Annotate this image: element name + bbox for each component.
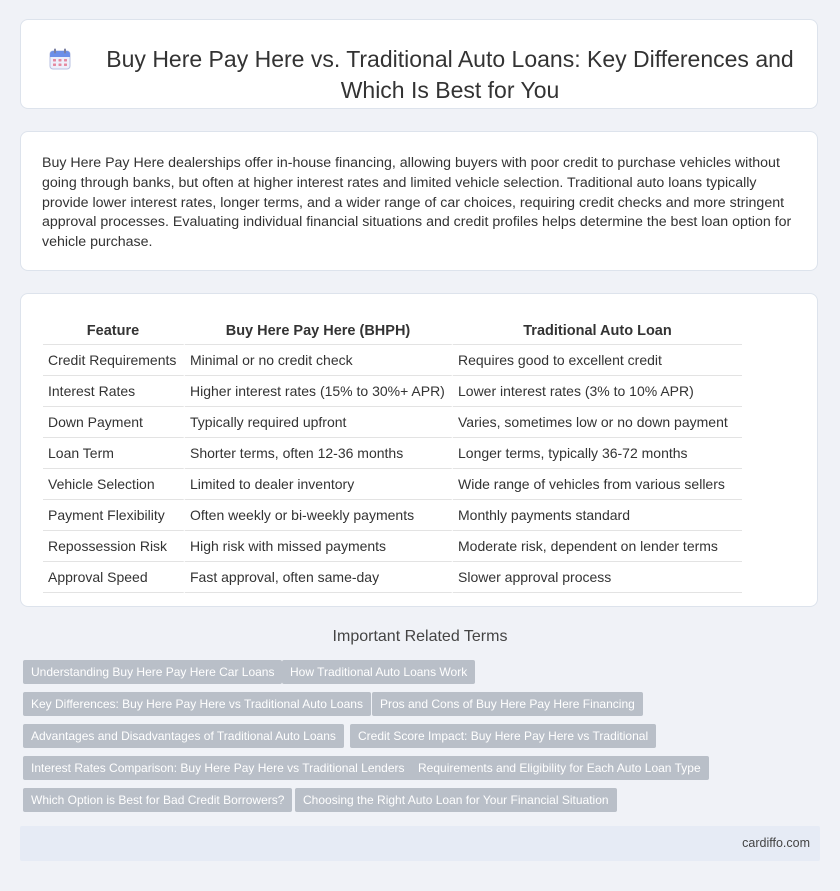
table-cell-bhph: Fast approval, often same-day [185, 562, 453, 593]
table-cell-traditional: Requires good to excellent credit [453, 345, 742, 376]
table-row [43, 562, 742, 593]
intro-paragraph: Buy Here Pay Here dealerships offer in-house financing, allowing buyers with poor credit to purchase vehicles without going through banks, but often at higher interest rates and limited vehicle selection. Traditional auto loans typically provide lower interest rates, longer terms, and a wider range of car choices, requiring credit checks and more stringent approval processes. Evaluating individual financial situations and credit profiles helps determine the best loan option for vehicle purchase. [42, 155, 792, 251]
related-term-link[interactable]: Key Differences: Buy Here Pay Here vs Traditional Auto Loans [23, 692, 371, 716]
related-term-link[interactable]: Understanding Buy Here Pay Here Car Loans [23, 660, 282, 684]
table-cell-traditional: Moderate risk, dependent on lender terms [453, 531, 742, 562]
table-cell-feature: Vehicle Selection [43, 469, 185, 500]
table-row [43, 500, 742, 531]
related-term-link[interactable]: Which Option is Best for Bad Credit Borrowers? [23, 788, 292, 812]
table-row [43, 438, 742, 469]
table-cell-traditional: Slower approval process [453, 562, 742, 593]
table-cell-feature: Loan Term [43, 438, 185, 469]
related-term-link[interactable]: Pros and Cons of Buy Here Pay Here Financing [372, 692, 643, 716]
related-term-link[interactable]: Credit Score Impact: Buy Here Pay Here vs Traditional [350, 724, 656, 748]
column-header-bhph: Buy Here Pay Here (BHPH) [185, 316, 453, 345]
table-cell-traditional: Varies, sometimes low or no down payment [453, 407, 742, 438]
table-row [43, 376, 742, 407]
table-row [43, 469, 742, 500]
calendar-icon [48, 47, 72, 71]
footer [20, 826, 820, 861]
table-cell-traditional: Longer terms, typically 36-72 months [453, 438, 742, 469]
table-cell-bhph: Shorter terms, often 12-36 months [185, 438, 453, 469]
table-cell-bhph: Limited to dealer inventory [185, 469, 453, 500]
table-cell-feature: Approval Speed [43, 562, 185, 593]
table-cell-traditional: Lower interest rates (3% to 10% APR) [453, 376, 742, 407]
table-cell-traditional: Wide range of vehicles from various sellers [453, 469, 742, 500]
table-row [43, 531, 742, 562]
intro-card [20, 131, 818, 271]
table-cell-bhph: Minimal or no credit check [185, 345, 453, 376]
related-term-link[interactable]: Choosing the Right Auto Loan for Your Financial Situation [295, 788, 617, 812]
table-cell-bhph: High risk with missed payments [185, 531, 453, 562]
table-header-row [43, 316, 742, 345]
table-cell-feature: Repossession Risk [43, 531, 185, 562]
related-term-link[interactable]: Advantages and Disadvantages of Traditional Auto Loans [23, 724, 344, 748]
table-cell-bhph: Often weekly or bi-weekly payments [185, 500, 453, 531]
table-row [43, 407, 742, 438]
related-terms-heading: Important Related Terms [332, 628, 508, 645]
related-term-link[interactable]: Requirements and Eligibility for Each Auto Loan Type [410, 756, 709, 780]
comparison-table [43, 316, 742, 593]
related-term-link[interactable]: Interest Rates Comparison: Buy Here Pay Here vs Traditional Lenders [23, 756, 413, 780]
comparison-table-card [20, 293, 818, 607]
footer-site-link[interactable]: cardiffo.com [742, 836, 810, 850]
table-cell-traditional: Monthly payments standard [453, 500, 742, 531]
table-cell-feature: Payment Flexibility [43, 500, 185, 531]
column-header-feature: Feature [43, 316, 185, 345]
table-cell-bhph: Typically required upfront [185, 407, 453, 438]
table-cell-feature: Down Payment [43, 407, 185, 438]
title-card [20, 19, 818, 109]
table-cell-bhph: Higher interest rates (15% to 30%+ APR) [185, 376, 453, 407]
table-cell-feature: Credit Requirements [43, 345, 185, 376]
related-term-link[interactable]: How Traditional Auto Loans Work [282, 660, 475, 684]
table-row [43, 345, 742, 376]
column-header-traditional: Traditional Auto Loan [453, 316, 742, 345]
page-title: Buy Here Pay Here vs. Traditional Auto Loans: Key Differences and Which Is Best for You [106, 46, 794, 103]
table-cell-feature: Interest Rates [43, 376, 185, 407]
